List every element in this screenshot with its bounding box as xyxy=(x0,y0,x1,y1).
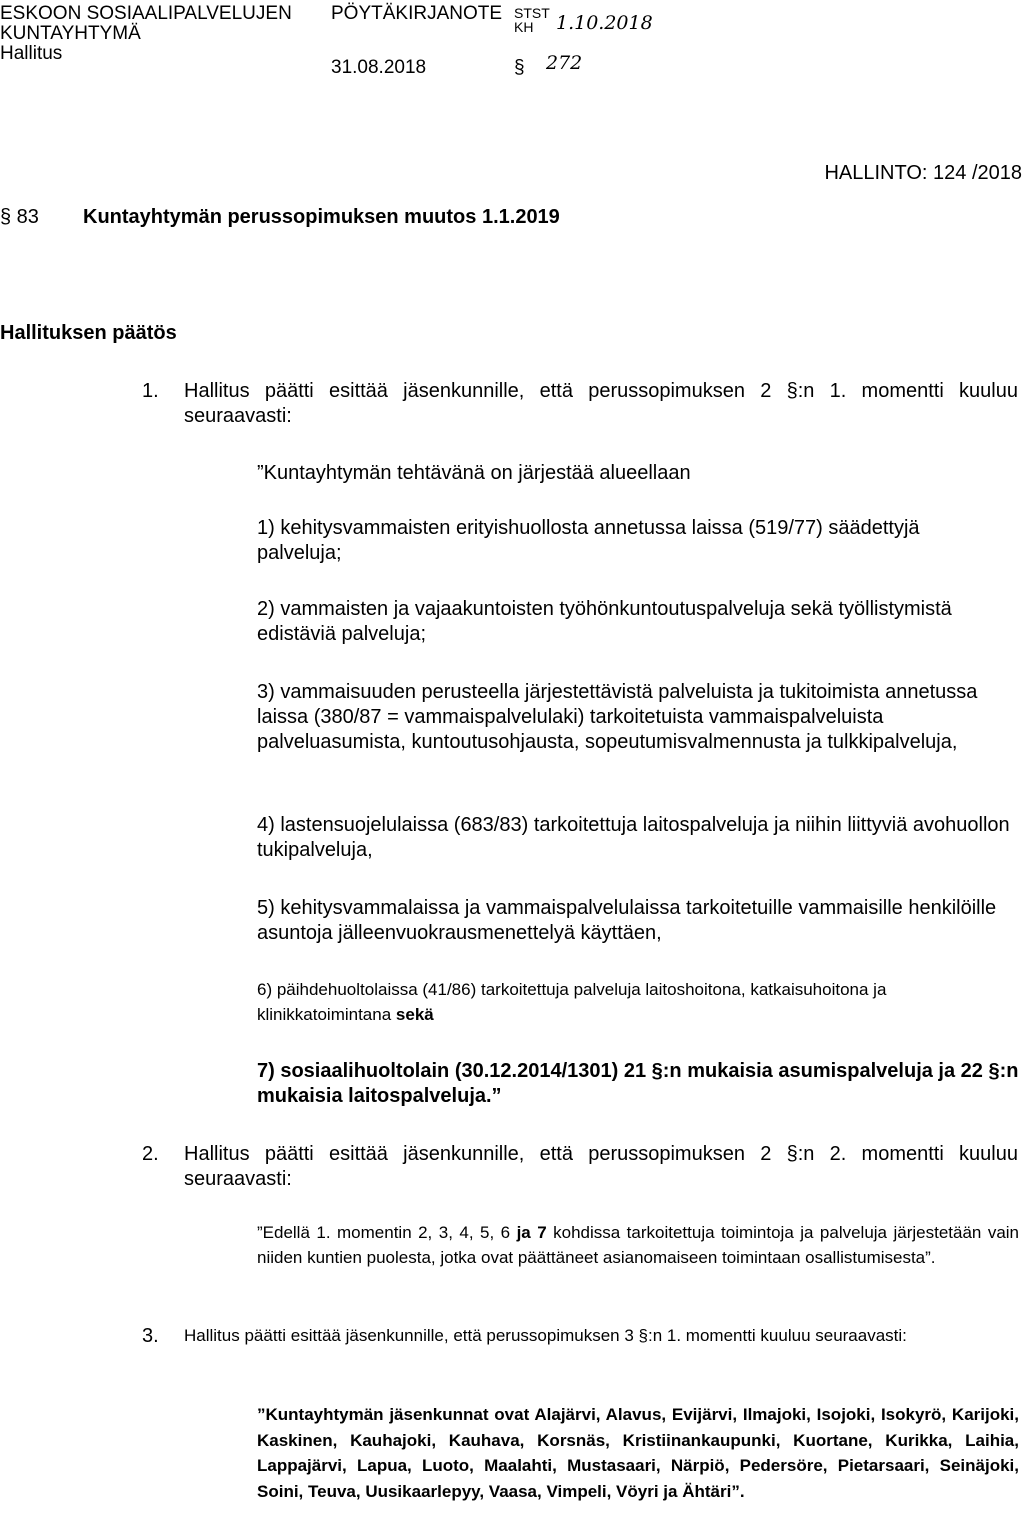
stamp-paragraph-symbol: § xyxy=(514,57,525,78)
item-1-number: 1. xyxy=(142,380,159,402)
doc-date: 31.08.2018 xyxy=(331,57,427,78)
quote1-point-5: 5) kehitysvammalaissa ja vammaispalvelulaissa tarkoitetuille vammaisille henkilöille asuntoja jälleenvuokrausmenettelyä käyttäen, xyxy=(257,897,997,944)
quote2 xyxy=(257,1220,1019,1270)
section-number: § 83 xyxy=(0,206,39,228)
doc-type: PÖYTÄKIRJANOTE xyxy=(331,3,503,24)
quote1-point-2: 2) vammaisten ja vajaakuntoisten työhönkuntoutuspalveluja sekä työllistymistä edistäviä palveluja; xyxy=(257,598,952,645)
stamp-handwritten-date: 1.10.2018 xyxy=(556,12,653,34)
quote1-point-6 xyxy=(257,977,1017,1027)
quote3: ”Kuntayhtymän jäsenkunnat ovat Alajärvi, Alavus, Evijärvi, Ilmajoki, Isojoki, Isokyrö, Karijoki, Kaskinen, Kauhajoki, Kauhava, Korsnäs, Kristiinankaupunki, Kuortane, Kurikka, Laihia, Lappajärvi, Lapua, Luoto, Maalahti, Mustasaari, Närpiö, Pedersöre, Pietarsaari, Seinäjoki, Soini, Teuva, Uusikaarlepyy, Vaasa, Vimpeli, Vöyri ja Ähtäri”. xyxy=(257,1405,1019,1501)
decision-heading: Hallituksen päätös xyxy=(0,322,177,344)
quote2-part1: ”Edellä 1. momentin 2, 3, 4, 5, 6 xyxy=(257,1223,511,1242)
org-name-line2: KUNTAYHTYMÄ xyxy=(0,23,141,44)
quote1-point-4: 4) lastensuojelulaissa (683/83) tarkoitettuja laitospalveluja ja niihin liittyviä avohuollon tukipalveluja, xyxy=(257,814,1010,861)
quote1-point-6-bold: sekä xyxy=(395,1005,434,1024)
item-1-text: Hallitus päätti esittää jäsenkunnille, että perussopimuksen 2 §:n 1. momentti kuuluu seuraavasti: xyxy=(184,380,1018,427)
stamp-label-stst: STST xyxy=(514,5,550,21)
item-3-text: Hallitus päätti esittää jäsenkunnille, että perussopimuksen 3 §:n 1. momentti kuuluu seuraavasti: xyxy=(184,1326,907,1345)
quote1-point-7: 7) sosiaalihuoltolain (30.12.2014/1301) 21 §:n mukaisia asumispalveluja ja 22 §:n mukaisia laitospalveluja.” xyxy=(257,1060,1019,1107)
item-2-text: Hallitus päätti esittää jäsenkunnille, että perussopimuksen 2 §:n 2. momentti kuuluu seuraavasti: xyxy=(184,1143,1018,1190)
quote2-bold: ja 7 xyxy=(516,1223,547,1242)
quote2-part2: kohdissa tarkoitettuja toimintoja ja palveluja järjestetään vain niiden kuntien puolesta, jotka ovat päättäneet asianomaiseen toimintaan osallistumisesta”. xyxy=(257,1223,1019,1267)
item-3-number: 3. xyxy=(142,1325,159,1347)
org-name-line1: ESKOON SOSIAALIPALVELUJEN xyxy=(0,3,292,24)
quote1-point-1: 1) kehitysvammaisten erityishuollosta annetussa laissa (519/77) säädettyjä palveluja; xyxy=(257,517,920,564)
reference-number: HALLINTO: 124 /2018 xyxy=(824,162,1022,184)
section-title: Kuntayhtymän perussopimuksen muutos 1.1.2019 xyxy=(83,206,560,228)
quote1-intro: ”Kuntayhtymän tehtävänä on järjestää alueellaan xyxy=(257,462,691,484)
quote1-point-6-text: 6) päihdehuoltolaissa (41/86) tarkoitettuja palveluja laitoshoitona, katkaisuhoitona ja klinikkatoimintana xyxy=(257,980,887,1024)
item-2-number: 2. xyxy=(142,1143,159,1165)
org-body: Hallitus xyxy=(0,43,63,64)
quote1-point-3: 3) vammaisuuden perusteella järjestettävistä palveluista ja tukitoimista annetussa laissa (380/87 = vammaispalvelulaki) tarkoitetuista vammaispalveluista palveluasumista, kuntoutusohjausta, sopeutumisvalmennusta ja tulkkipalveluja, xyxy=(257,681,978,753)
stamp-handwritten-paragraph: 272 xyxy=(546,52,583,74)
stamp-label-kh: KH xyxy=(514,19,534,35)
